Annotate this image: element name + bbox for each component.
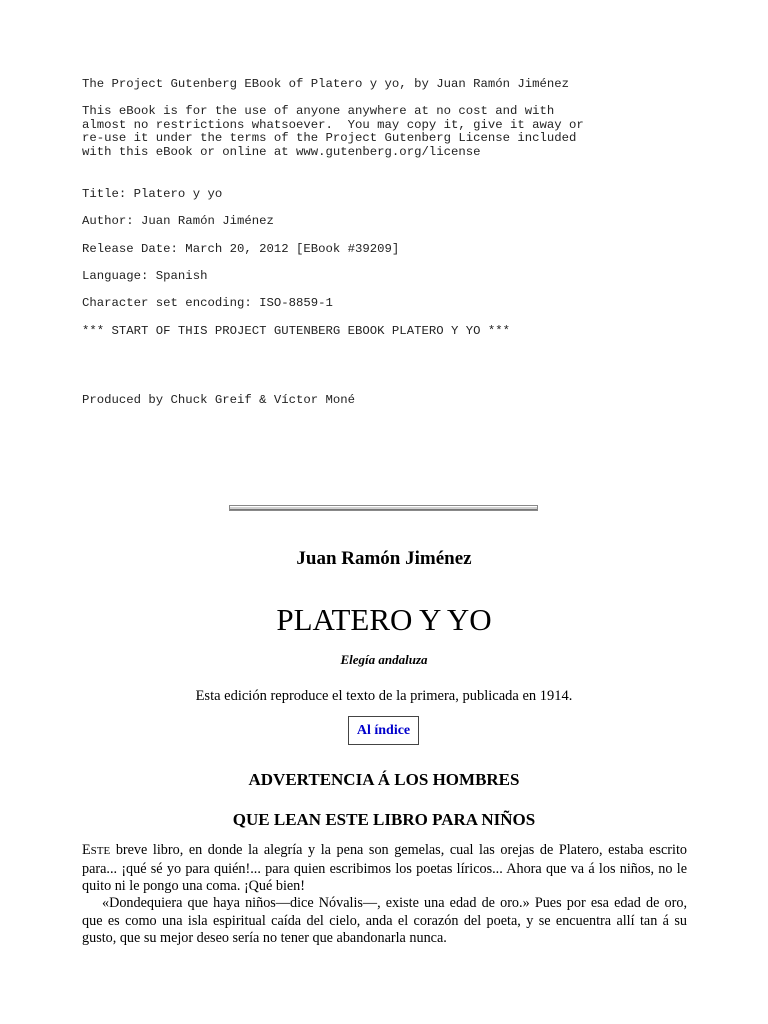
book-author: Juan Ramón Jiménez xyxy=(296,548,472,569)
metadata-encoding: Character set encoding: ISO-8859-1 xyxy=(82,296,333,310)
index-link[interactable]: Al índice xyxy=(348,716,419,745)
section-heading-2: QUE LEAN ESTE LIBRO PARA NIÑOS xyxy=(232,810,536,829)
paragraph-1 xyxy=(82,842,687,896)
metadata-title: Title: Platero y yo xyxy=(82,187,223,201)
metadata-author: Author: Juan Ramón Jiménez xyxy=(82,214,274,228)
section-heading-1: ADVERTENCIA Á LOS HOMBRES xyxy=(248,770,520,789)
paragraph-1-text: breve libro, en donde la alegría y la pena son gemelas, cual las orejas de Platero, estaba escrito para... ¡qué sé yo para quién!... para quien escribimos los poetas líricos... Ahora que va á los niños, no le quito ni le pongo una coma. ¡Qué bien! xyxy=(82,842,687,894)
metadata-release-date: Release Date: March 20, 2012 [EBook #39209] xyxy=(82,242,400,256)
small-caps-word: STE xyxy=(90,845,111,857)
license-text: This eBook is for the use of anyone anywhere at no cost and with almost no restrictions whatsoever. You may copy it, give it away or re-use it under the terms of the Project Gutenberg License included with this eBook or online at www.gutenberg.org/license xyxy=(82,104,584,159)
drop-letter: E xyxy=(82,842,91,858)
book-subtitle: Elegía andaluza xyxy=(340,652,428,667)
header-title-line: The Project Gutenberg EBook of Platero y yo, by Juan Ramón Jiménez xyxy=(82,77,570,91)
horizontal-rule xyxy=(229,505,538,511)
edition-note: Esta edición reproduce el texto de la primera, publicada en 1914. xyxy=(195,688,573,704)
paragraph-2: «Dondequiera que haya niños—dice Nóvalis—, existe una edad de oro.» Pues por esa edad de oro, que es como una isla espiritual caída del cielo, anda el corazón del poeta, y se encuentra allí tan á su gusto, que su mejor deseo sería no tener que abandonarla nunca. xyxy=(82,895,687,946)
start-marker: *** START OF THIS PROJECT GUTENBERG EBOOK PLATERO Y YO *** xyxy=(82,324,511,338)
produced-by: Produced by Chuck Greif & Víctor Moné xyxy=(82,393,356,407)
metadata-language: Language: Spanish xyxy=(82,269,208,283)
book-title: PLATERO Y YO xyxy=(276,602,492,637)
